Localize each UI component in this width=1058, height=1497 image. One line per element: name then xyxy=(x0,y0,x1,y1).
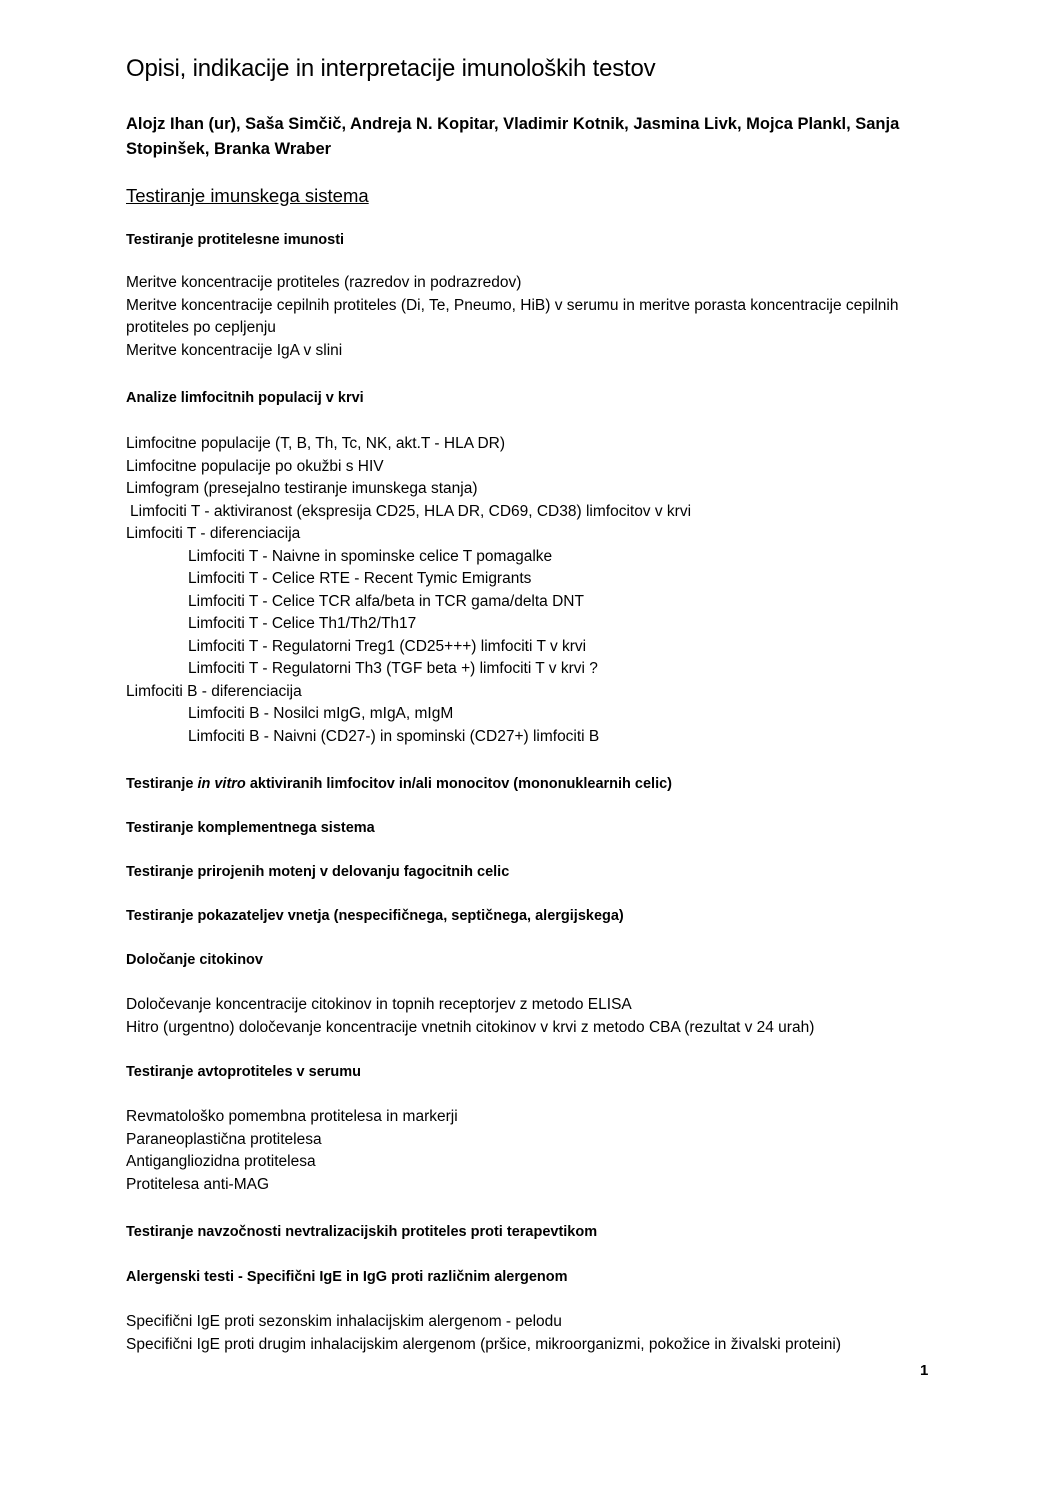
heading-lymphocyte-populations: Analize limfocitnih populacij v krvi xyxy=(126,390,364,406)
heading-in-vitro-activation xyxy=(126,776,672,792)
heading-part: aktiviranih limfocitov in/ali monocitov (mononuklearnih celic) xyxy=(245,776,673,792)
list-item: Limfociti T - diferenciacija xyxy=(126,525,301,542)
document-title: Opisi, indikacije in interpretacije imunoloških testov xyxy=(126,55,656,82)
autoantibodies-list xyxy=(126,1106,946,1196)
list-item: Limfociti T - Naivne in spominske celice T pomagalke xyxy=(188,547,553,565)
list-item: Limfociti T - Regulatorni Th3 (TGF beta +) limfociti T v krvi ? xyxy=(188,660,598,677)
heading-cytokines: Določanje citokinov xyxy=(126,952,263,968)
heading-autoantibodies: Testiranje avtoprotiteles v serumu xyxy=(126,1064,362,1080)
list-item: Limfociti B - Nosilci mIgG, mIgA, mIgM xyxy=(188,705,454,722)
cytokines-list xyxy=(126,994,946,1039)
list-item: Specifični IgE proti sezonskim inhalacijskim alergenom - pelodu xyxy=(126,1313,562,1330)
list-item: Meritve koncentracije cepilnih protiteles (Di, Te, Pneumo, HiB) v serumu in meritve porasta koncentracije cepilnih protiteles po cepljenju xyxy=(126,296,899,336)
list-item: Limfociti T - Celice TCR alfa/beta in TCR gama/delta DNT xyxy=(188,592,584,610)
list-item: Limfocitne populacije po okužbi s HIV xyxy=(126,457,384,475)
list-item: Hitro (urgentno) določevanje koncentracije vnetnih citokinov v krvi z metodo CBA (rezultat v 24 urah) xyxy=(126,1018,815,1036)
list-item: Določevanje koncentracije citokinov in topnih receptorjev z metodo ELISA xyxy=(126,996,632,1013)
list-item: Limfociti T - Regulatorni Treg1 (CD25+++) limfociti T v krvi xyxy=(188,637,587,655)
heading-allergen-tests: Alergenski testi - Specifični IgE in IgG proti različnim alergenom xyxy=(126,1269,568,1285)
list-item: Specifični IgE proti drugim inhalacijskim alergenom (pršice, mikroorganizmi, pokožice in živalski proteini) xyxy=(126,1335,841,1353)
list-item: Protitelesa anti-MAG xyxy=(126,1175,269,1193)
lymphocyte-populations-list xyxy=(126,433,946,748)
list-item: Limfociti T - aktiviranost (ekspresija CD25, HLA DR, CD69, CD38) limfocitov v krvi xyxy=(130,502,692,520)
heading-inflammation-markers: Testiranje pokazateljev vnetja (nespecifičnega, septičnega, alergijskega) xyxy=(126,908,624,924)
page-number: 1 xyxy=(920,1362,929,1379)
allergen-tests-list xyxy=(126,1311,946,1356)
author-list: Alojz Ihan (ur), Saša Simčič, Andreja N. Kopitar, Vladimir Kotnik, Jasmina Livk, Mojca Plankl, Sanja Stopinšek, Branka Wraber xyxy=(126,115,900,158)
heading-phagocyte-disorders: Testiranje prirojenih motenj v delovanju fagocitnih celic xyxy=(126,864,510,880)
heading-antibody-immunity: Testiranje protitelesne imunosti xyxy=(126,232,345,248)
antibody-immunity-list xyxy=(126,272,946,362)
list-item: Meritve koncentracije protiteles (razredov in podrazredov) xyxy=(126,274,522,291)
list-item: Antigangliozidna protitelesa xyxy=(126,1153,316,1170)
heading-complement-system: Testiranje komplementnega sistema xyxy=(126,820,375,836)
list-item: Limfociti T - Celice RTE - Recent Tymic Emigrants xyxy=(188,570,532,587)
list-item: Limfociti T - Celice Th1/Th2/Th17 xyxy=(188,615,417,632)
heading-part: Testiranje xyxy=(126,776,198,792)
section-heading: Testiranje imunskega sistema xyxy=(126,185,369,206)
list-item: Meritve koncentracije IgA v slini xyxy=(126,341,343,359)
list-item: Revmatološko pomembna protitelesa in markerji xyxy=(126,1108,458,1125)
list-item: Limfogram (presejalno testiranje imunskega stanja) xyxy=(126,480,478,497)
list-item: Limfocitne populacije (T, B, Th, Tc, NK, akt.T - HLA DR) xyxy=(126,435,506,452)
heading-italic: in vitro xyxy=(197,776,246,792)
list-item: Paraneoplastična protitelesa xyxy=(126,1130,322,1148)
heading-neutralizing-antibodies: Testiranje navzočnosti nevtralizacijskih protiteles proti terapevtikom xyxy=(126,1224,598,1240)
list-item: Limfociti B - Naivni (CD27-) in spominski (CD27+) limfociti B xyxy=(188,727,600,745)
list-item: Limfociti B - diferenciacija xyxy=(126,682,302,700)
